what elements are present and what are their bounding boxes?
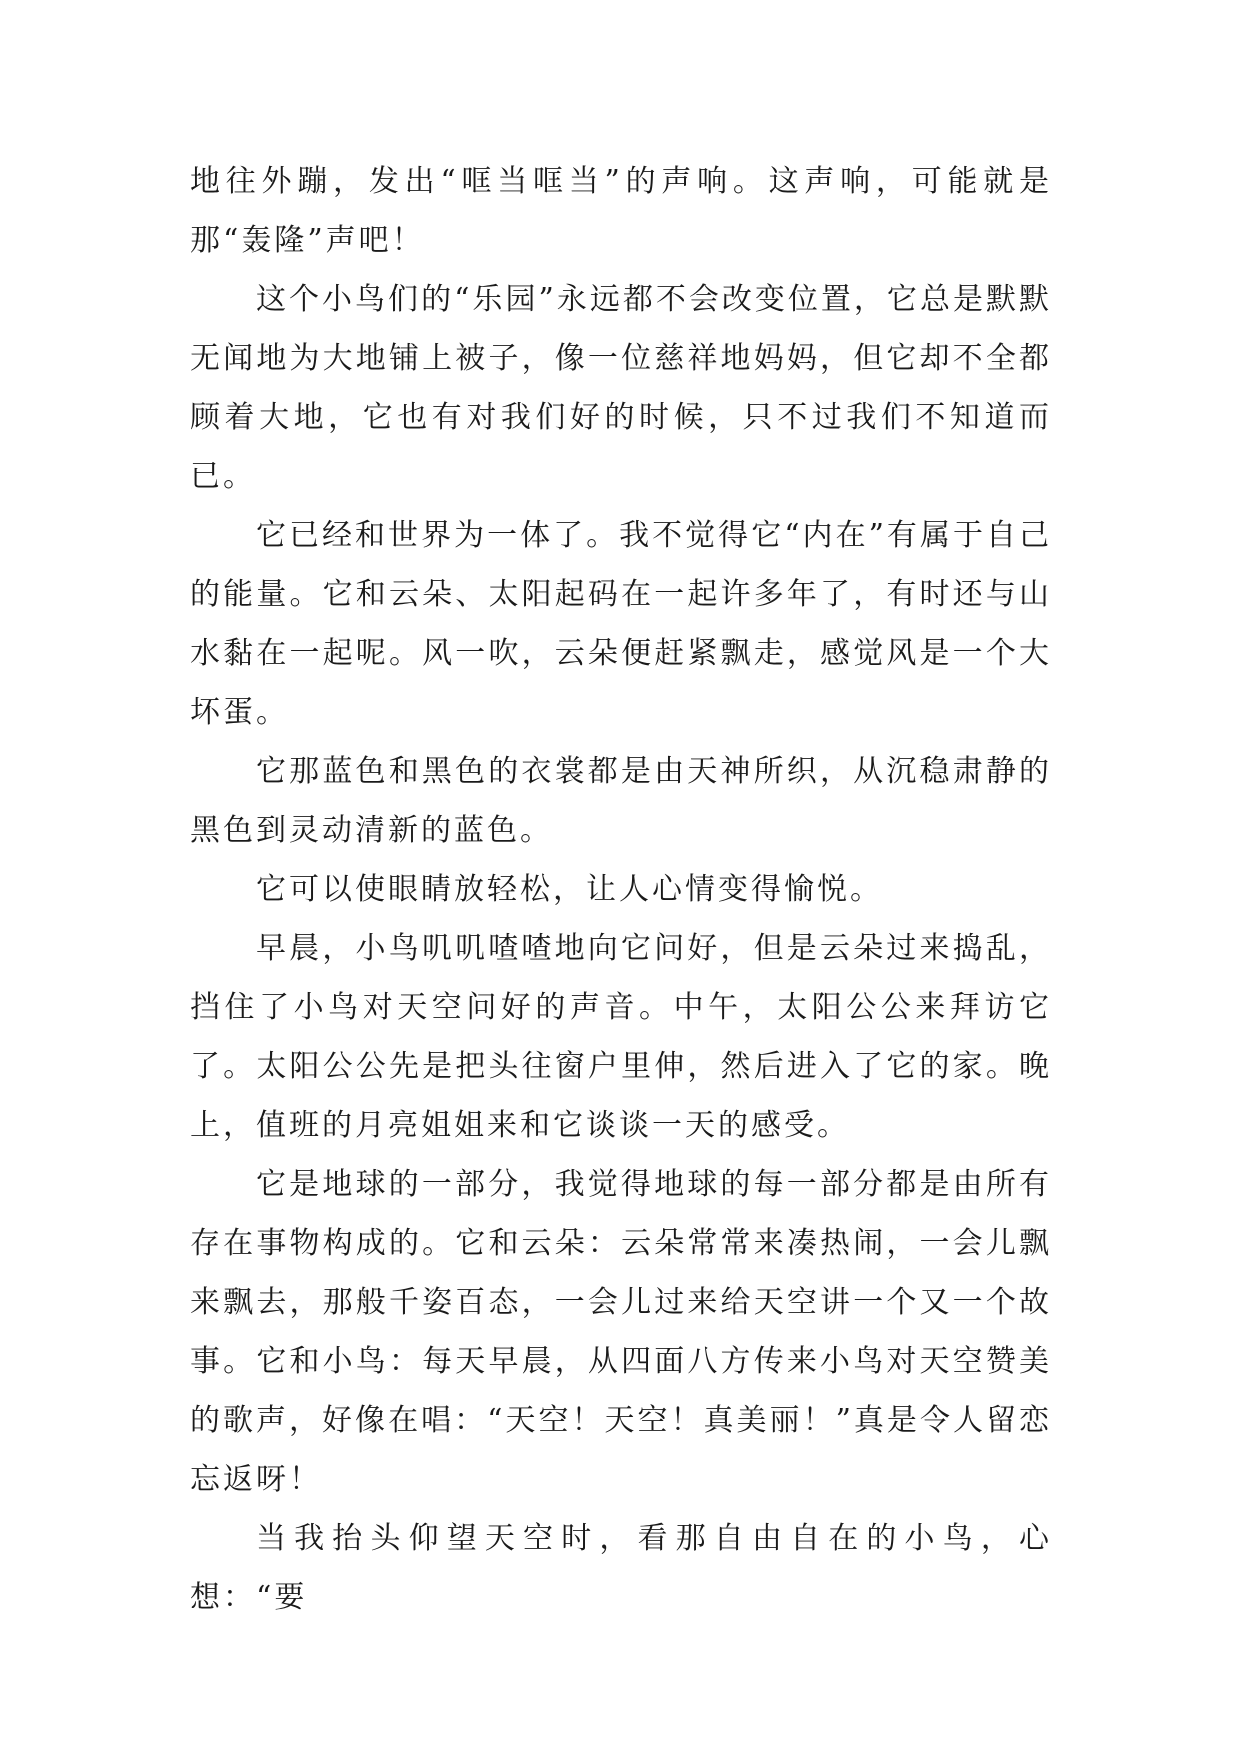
paragraph-7: 它是地球的一部分，我觉得地球的每一部分都是由所有存在事物构成的。它和云朵：云朵常常来凑热闹，一会儿飘来飘去，那般千姿百态，一会儿过来给天空讲一个又一个故事。它和小鸟：每天早晨，从四面八方传来小鸟对天空赞美的歌声，好像在唱：“天空！天空！真美丽！”真是令人留恋忘返呀！: [190, 1167, 1052, 1497]
paragraph-5: 它可以使眼睛放轻松，让人心情变得愉悦。: [256, 872, 883, 907]
paragraph-2: 这个小鸟们的“乐园”永远都不会改变位置，它总是默默无闻地为大地铺上被子，像一位慈祥地妈妈，但它却不全都顾着大地，它也有对我们好的时候，只不过我们不知道而已。: [190, 282, 1052, 494]
paragraph-6: 早晨，小鸟叽叽喳喳地向它问好，但是云朵过来捣乱，挡住了小鸟对天空问好的声音。中午，太阳公公来拜访它了。太阳公公先是把头往窗户里伸，然后进入了它的家。晚上，值班的月亮姐姐来和它谈谈一天的感受。: [190, 931, 1052, 1143]
document-page: [190, 152, 1052, 1627]
paragraph-8: 当我抬头仰望天空时，看那自由自在的小鸟，心想：“要: [190, 1521, 1052, 1615]
paragraph-1: 地往外蹦，发出“哐当哐当”的声响。这声响，可能就是那“轰隆”声吧！: [190, 164, 1052, 258]
paragraph-3: 它已经和世界为一体了。我不觉得它“内在”有属于自己的能量。它和云朵、太阳起码在一起许多年了，有时还与山水黏在一起呢。风一吹，云朵便赶紧飘走，感觉风是一个大坏蛋。: [190, 518, 1052, 730]
paragraph-4: 它那蓝色和黑色的衣裳都是由天神所织，从沉稳肃静的黑色到灵动清新的蓝色。: [190, 754, 1052, 848]
